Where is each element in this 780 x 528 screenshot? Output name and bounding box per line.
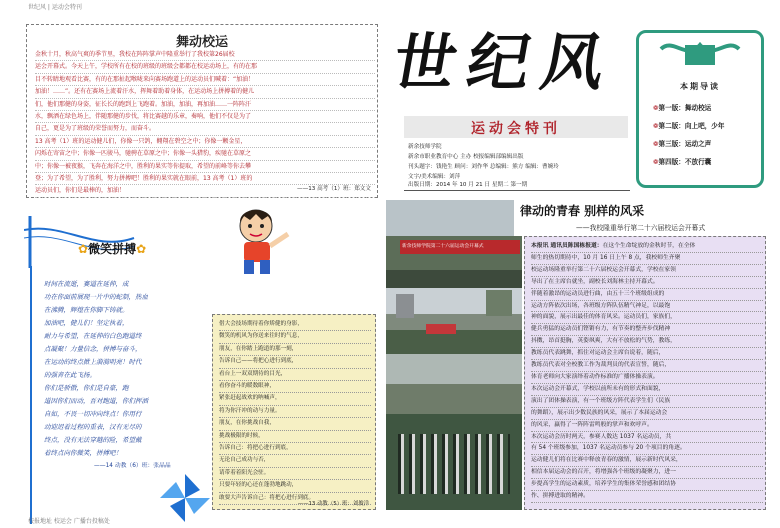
masthead-issue: 出版日期：2014 年 10 月 21 日 星期二 第一期 <box>408 182 528 188</box>
masthead-title: 世纪风 <box>387 26 623 99</box>
a1-line: 加油！……”。还有在赛场上流着汗水，挥舞着助着身体，在运动场上拼搏着的健儿 <box>35 86 375 98</box>
a1-line: 金秋十月，秋高气爽的季节里，我校在阵阵掌声中隆重举行了我校第26届校 <box>35 49 375 61</box>
a2-line-text: 的风采，赢得了一阵阵雷鸣般的掌声和欢呼声。 <box>531 421 653 428</box>
a2-line-text: 教练员代表跳舞，抓住对运动会主席台说着，随后， <box>531 350 665 357</box>
a2-line <box>531 253 763 265</box>
poem-line: 功在你面前展现一片中的蛇制，热血 <box>44 293 148 301</box>
page-footer: 校报地址 校运会 广播台投稿处 <box>28 518 110 525</box>
poem-line: 动迎迟着过程的重表，汉有无尽的 <box>44 423 142 431</box>
a1-line: 闪烁在寄宙之中；你像一匹骏马，驰骋在草原之中；你像一头猎豹，疾驰在草原之 <box>35 148 375 160</box>
article-sports-body <box>531 241 763 503</box>
poem-title: 微笑拼搏 <box>88 242 137 256</box>
poem-line: 在运动的终点掀上漪漪明亮！时代 <box>44 358 142 366</box>
article-dance-title: 舞动校运 <box>175 35 228 50</box>
a1-line: 们，他们那健的身姿，征长长的跑到上飞跑着。加油，加油，再加油……一阵阵汗 <box>35 99 375 111</box>
a2-line <box>531 467 763 479</box>
poem-line: 时间在流逝，赛道在延伸，成 <box>44 280 129 288</box>
a2-line <box>531 336 763 348</box>
a2-line-text: 导出了在主席台就坐，副校长刘海林主持开幕式。 <box>531 278 659 285</box>
a2-line-text: 的舞蹈），展示出少数民族的风采，展示了本届运动会 <box>531 409 668 416</box>
a1-line: 运动员们，你们是最棒的，加油！ <box>35 185 375 197</box>
toc-item[interactable]: ❁第二版：向上吧，少年 <box>653 122 725 130</box>
article-sports-subtitle: ——我校隆重举行第二十六届校运会开幕式 <box>576 224 706 232</box>
article-sports-box <box>524 236 766 510</box>
cheer-line: 请带着着阳光会驻。 <box>219 468 371 480</box>
toc-item[interactable]: ❁第四版：不放行囊 <box>653 158 712 166</box>
photo-stage <box>386 236 522 288</box>
a2-line <box>531 265 763 277</box>
a2-line-text: 教练员代表对全校教工作为裁判员的代表宣誓，随后， <box>531 362 671 369</box>
a2-line <box>531 289 763 301</box>
poem-line: 耐力与希望，在延伸的白色跑道终 <box>44 332 142 340</box>
photo-sky <box>386 200 514 236</box>
article-dance-byline: ——13 高考（1）班：郑文文 <box>297 185 371 192</box>
a2-line-text: 在这个生命绽放的金秋时节，在全体 <box>602 243 696 249</box>
cheer-line: 看台上一双双期待的目光， <box>219 369 371 381</box>
mast-line: 新余市职业教育中心 主办 校报编辑部编辑出版 <box>408 154 524 160</box>
cheer-line: 挑战极限的时候， <box>219 431 371 443</box>
a2-line-text: 体育老师向大家演绎着动作标准的广播体操表演。 <box>531 373 659 380</box>
lead-label: 本报讯 通讯员陈国栋报道： <box>531 243 603 249</box>
a2-line <box>531 479 763 491</box>
pinwheel-icon <box>150 470 220 526</box>
a2-line-text: 相信本届运动会的召开，将增强各个班级的凝聚力，进一 <box>531 469 676 476</box>
poem-byline: ——14 动教（6）班：张晶晶 <box>94 463 171 469</box>
a2-line-text: 抖擞，昂首挺胸，英姿飒爽，大有不放松的气势，教练， <box>531 338 676 345</box>
a2-line-text: 本次运动会开幕式，学校以前所未有的形式和面貌， <box>531 385 665 392</box>
cheer-line: 朋友，在你踏上跑道的那一刻， <box>219 344 371 356</box>
a2-line <box>531 324 763 336</box>
a1-line: 自己，更是为了班级的荣誉而努力，而奋斗。 <box>35 123 375 135</box>
toc-item[interactable]: ❁第三版：运动之声 <box>653 140 712 148</box>
poem-line: 在沸腾，辉煌在你脚下铸就。 <box>44 306 129 314</box>
toc-title: 本期导读 <box>680 82 720 91</box>
a2-line-text: 演出了团体操表演，有一个班级方阵代表学生们（民族 <box>531 397 671 404</box>
a2-line-text: 神的面貌，展示出最佳的体育风采。运动员们，家族们， <box>531 314 676 321</box>
a2-line <box>531 455 763 467</box>
a2-line-text: 运动健儿们将在比赛中释放青春的激情，展示新时代风采， <box>531 457 682 464</box>
photo-dance <box>386 354 522 510</box>
toc-list <box>653 99 753 171</box>
a2-line <box>531 408 763 420</box>
poem-line: 道因你们而动，吾对跑道，你们挥洒 <box>44 397 148 405</box>
cheer-line: 微笑的机风为你送来往时的气息， <box>219 331 371 343</box>
a2-line-text: 步提高学生的运动素质，培养学生的集体荣誉感和团结协 <box>531 481 676 488</box>
a2-line <box>531 312 763 324</box>
a2-line <box>531 241 763 253</box>
poem-line: 终点，没有无法穿越的险，希望戴 <box>44 436 142 444</box>
a1-line: 13 高考（1）班的运动健儿们，你像一只鸽，翱翔在碧空之中；你像一颗金星， <box>35 136 375 148</box>
cheer-line: 无论自己成功与否， <box>219 455 371 467</box>
photo-banner-text: 新余技师学院第二十六届运动会开幕式 <box>402 244 484 249</box>
cheer-line: 只要年轻的心还在蓬勃地跳动， <box>219 480 371 492</box>
toc-item[interactable]: ❁第一版：舞动校运 <box>653 104 712 112</box>
cheer-body <box>219 319 371 505</box>
article-dance-body <box>35 49 375 198</box>
a1-line: 登；为了希望，为了胜利，努力拼搏吧！胜利的果实就在眼前，13 高考（1）班的 <box>35 173 375 185</box>
a2-line <box>531 301 763 313</box>
a2-line <box>531 396 763 408</box>
a2-line-text: 作、拼搏进取的精神。 <box>531 493 589 500</box>
a2-line-text: 有 54 个班级参加，1037 名运动员参与 20 个项目的角逐。 <box>531 445 686 452</box>
a2-line-text: 健兵勇猛的运动员们铿锵有力，有节奏的整齐步伐精神 <box>531 326 671 333</box>
poem-body <box>44 278 204 460</box>
mast-line: 文字/美术编辑：刘萍 <box>408 174 461 180</box>
poem-line: 的强音在此飞扬。 <box>44 371 96 379</box>
a1-line: 中；你像一被夜猴，飞奔在海洋之中，胜利的果实等你提取，希望的前峰等你去攀 <box>35 161 375 173</box>
poem-line: 你们是骄傲，你们是自豪，跑 <box>44 384 129 392</box>
a2-line <box>531 443 763 455</box>
article-sports-title: 律动的青春 别样的风采 <box>520 204 645 218</box>
cheer-line: 紧张赶起战欢的呐喊声， <box>219 393 371 405</box>
toc-box <box>636 30 764 188</box>
a2-line <box>531 384 763 396</box>
banner-special-issue <box>404 116 628 138</box>
masthead-info <box>408 142 628 182</box>
cheer-line: 看你奋斗的暖数眼神， <box>219 381 371 393</box>
a1-line: 目不转睛地观看比赛，有的在那扯起喉咙来向赛场跑道上的运动员们喊着：“加油！ <box>35 74 375 86</box>
poem-line: 着终点向你微笑，拼搏吧！ <box>44 449 122 457</box>
a2-line <box>531 277 763 289</box>
a2-line <box>531 360 763 372</box>
a2-line-text: 师生的热切期待中，10 月 16 日上午 8 点，我校师生齐聚 <box>531 254 681 261</box>
a2-line-text: 校运动场隆重举行第二十六届校运会开幕式，学校在家领 <box>531 266 676 273</box>
poem-line: 点凝聚！力量信念，拼搏与奋斗， <box>44 345 142 353</box>
a2-line-text: 本次运动会历时两天，参赛人数达 1037 名运动员，共 <box>531 433 672 440</box>
cheer-line: 借大会技场期待着你矫健的身影， <box>219 319 371 331</box>
a2-line <box>531 432 763 444</box>
a2-line-text: 运动方阵依次出场，各班级方阵队伍精气神足，以最饱 <box>531 302 671 309</box>
a1-line: 运会开幕式。今天上午，学校所有在校的班级的班级会都都在校运动场上，有的在那 <box>35 61 375 73</box>
a2-line <box>531 372 763 384</box>
a2-line-text: 伴随着激昂的运动员进行曲，由五十三个班级组成的 <box>531 290 665 297</box>
cheer-byline: ——13 动教（5）班：刘俊洋 <box>297 501 369 507</box>
flower-icon: ✿ <box>136 242 147 256</box>
article-dance-box <box>26 24 378 198</box>
a2-line <box>531 420 763 432</box>
mast-line: 刊头题字：钱艳生 顾问：刘作华 总编辑：熊方 编辑：曹婉玲 <box>408 164 559 170</box>
mast-line: 新余技师学院 <box>408 144 442 150</box>
flower-icon: ✿ <box>78 242 89 256</box>
cheer-line: 敢要大声告诉自己：将把心进行到底。 <box>219 493 371 505</box>
masthead <box>386 22 636 114</box>
cheer-line: 告诉自己——将把心进行到底， <box>219 356 371 368</box>
toc-ornament-icon <box>659 35 741 67</box>
poem-title-wrap <box>78 240 146 257</box>
cartoon-kid-icon <box>228 204 294 282</box>
cheer-line: 朋友，在你挑战自我， <box>219 418 371 430</box>
cheer-box <box>212 314 376 510</box>
banner-text: 运动会特刊 <box>471 121 561 137</box>
cheer-line: 将为你汗冲的动与力量。 <box>219 406 371 418</box>
poem-line: 加油吧，健儿们！坚定执着， <box>44 319 129 327</box>
a2-line <box>531 348 763 360</box>
masthead-rule <box>404 190 630 191</box>
poem-line: 自如，不畏一切冲向终点！你用行 <box>44 410 142 418</box>
a1-line: 水，飘洒在绿色场上，伴随那健的步伐，将比赛越的乐章，奏响，他们不仅是为了 <box>35 111 375 123</box>
cheer-line: 告诉自己：将把心进行到底， <box>219 443 371 455</box>
a2-line <box>531 491 763 503</box>
photo-parade <box>386 288 522 354</box>
page-header-label: 世纪风 | 运动会特刊 <box>28 4 82 11</box>
